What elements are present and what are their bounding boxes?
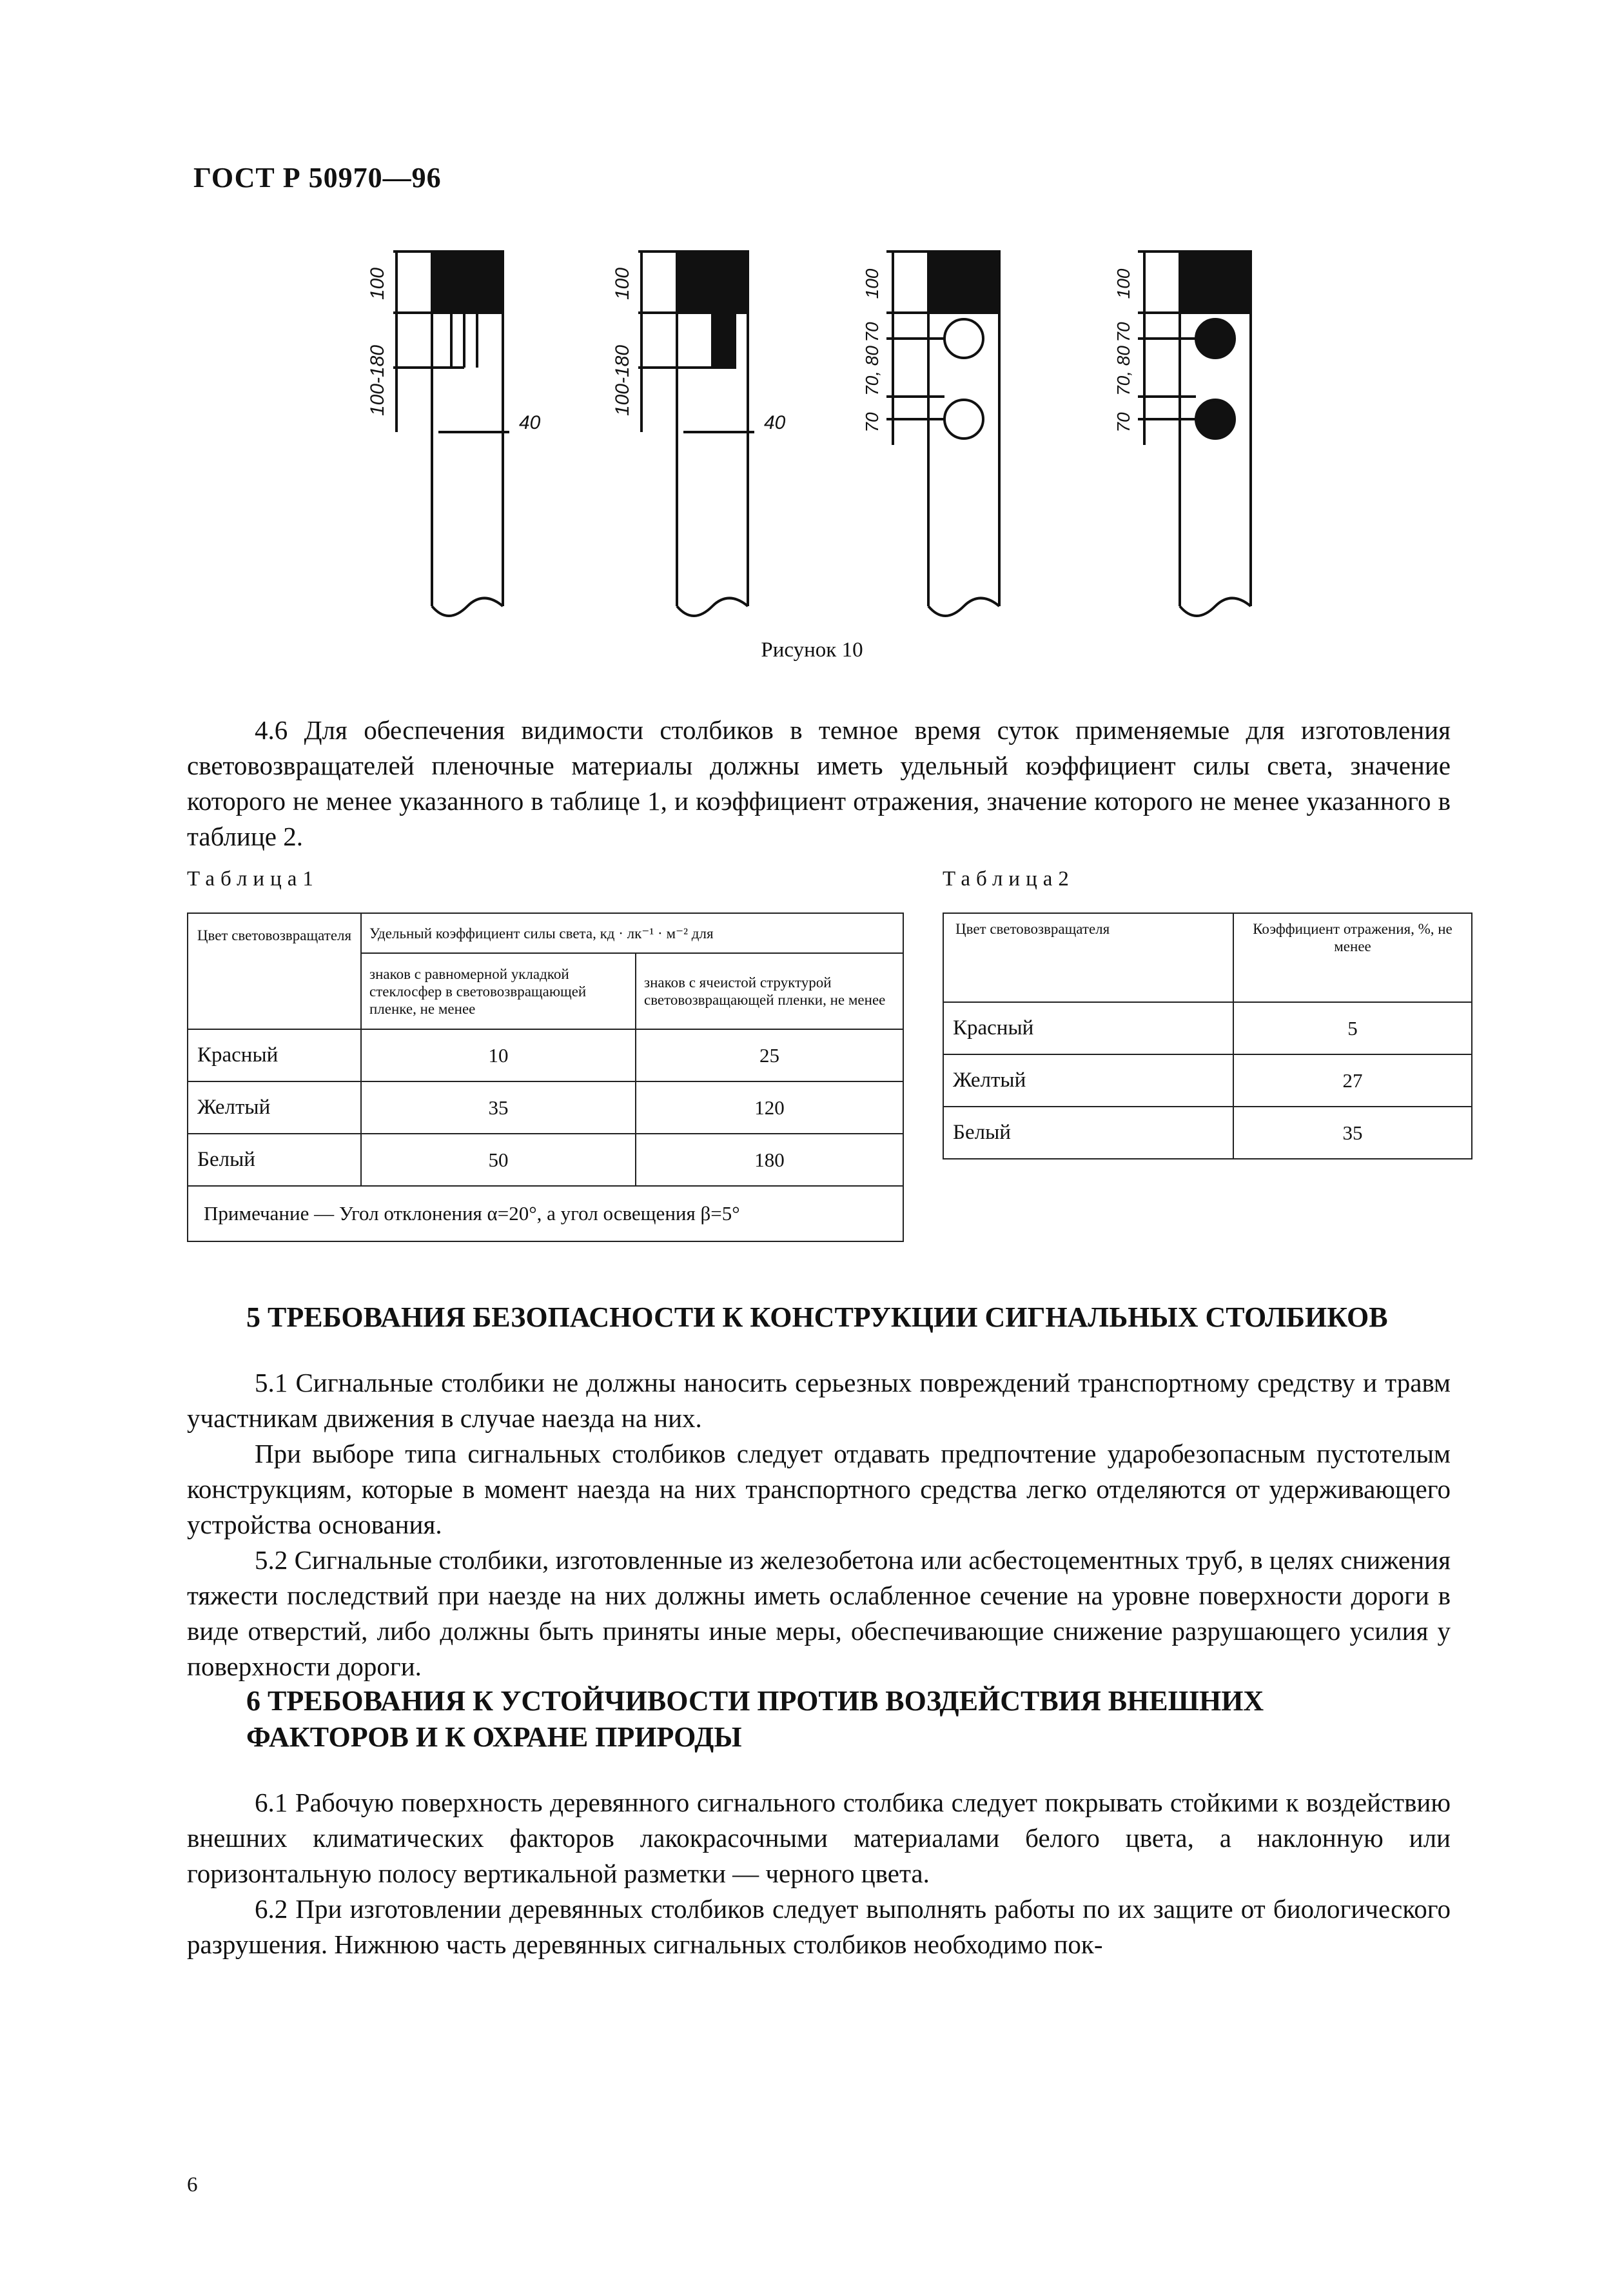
table-2 (943, 913, 1472, 1159)
paragraph: 4.6 Для обеспечения видимости столбиков в темное время суток применяемые для изготовления световозвращателей пленочные материалы должны иметь удельный коэффициент силы света, значение которого не менее указанного в таблице 1, и коэффициент отражения, значение которого не менее указанного в таблице 2. (187, 715, 1451, 851)
table-row: Желтый 35 120 (188, 1081, 903, 1134)
paragraph: 6.2 При изготовлении деревянных столбиков следует выполнять работы по их защите от биологического разрушения. Нижнюю часть деревянных сигнальных столбиков необходимо пок- (187, 1894, 1451, 1959)
table1-sub1: знаков с равномерной укладкой стеклосфер в световозвращающей пленке, не менее (361, 953, 636, 1029)
section-5-body (187, 1365, 1451, 1684)
svg-text:70: 70 (1113, 412, 1133, 433)
table2-col-coef: Коэффициент отражения, %, не менее (1233, 913, 1472, 1002)
dim-100-180: 100-180 (367, 344, 388, 417)
svg-text:70: 70 (862, 412, 882, 433)
post-4 (1113, 252, 1251, 616)
paragraph: 5.2 Сигнальные столбики, изготовленные из железобетона или асбестоцементных труб, в целях снижения тяжести последствий при наезде на них должны иметь ослабленное сечение на уровне поверхности дороги в виде отверстий, либо должны быть приняты иные меры, обеспечивающие снижение разрушающего усилия у поверхности дороги. (187, 1545, 1451, 1681)
svg-text:70: 70 (1113, 322, 1133, 342)
section-5-title: 5 ТРЕБОВАНИЯ БЕЗОПАСНОСТИ К КОНСТРУКЦИИ СИГНАЛЬНЫХ СТОЛБИКОВ (246, 1301, 1388, 1333)
post-1 (367, 252, 541, 616)
section-6-body (187, 1785, 1451, 1962)
table1-sub2: знаков с ячеистой структурой световозвращающей пленки, не менее (636, 953, 903, 1029)
table-row: Желтый 27 (943, 1054, 1472, 1107)
svg-text:100: 100 (1113, 268, 1133, 299)
table-row: Красный 10 25 (188, 1029, 903, 1081)
figure-10-drawing (335, 239, 1341, 638)
post-3 (862, 252, 999, 616)
dim-100: 100 (367, 267, 388, 301)
section-6-title: 6 ТРЕБОВАНИЯ К УСТОЙЧИВОСТИ ПРОТИВ ВОЗДЕЙСТВИЯ ВНЕШНИХ ФАКТОРОВ И К ОХРАНЕ ПРИРОДЫ (246, 1685, 1264, 1753)
svg-text:100: 100 (862, 268, 882, 299)
figure-caption: Рисунок 10 (761, 638, 863, 662)
page-number: 6 (187, 2173, 198, 2196)
table-row: Белый 50 180 (188, 1134, 903, 1186)
svg-text:70, 80: 70, 80 (862, 346, 882, 396)
dim-40: 40 (519, 412, 541, 433)
table2-label: Таблица2 (943, 867, 1075, 891)
table1-label: Таблица1 (187, 867, 319, 891)
document-header: ГОСТ Р 50970—96 (193, 162, 442, 193)
table-1 (187, 913, 904, 1242)
post-2 (612, 252, 786, 616)
paragraph: 5.1 Сигнальные столбики не должны наносить серьезных повреждений транспортному средству и травм участникам движения в случае наезда на них. (187, 1368, 1451, 1433)
table-row: Красный 5 (943, 1002, 1472, 1054)
dim-100-180: 100-180 (612, 344, 633, 417)
paragraph: При выборе типа сигнальных столбиков следует отдавать предпочтение ударобезопасным пустотелым конструкциям, которые в момент наезда на них транспортного средства легко отделяются от удерживающего устройства основания. (187, 1439, 1451, 1539)
table1-col-color: Цвет световозвращателя (188, 913, 361, 1029)
dim-40: 40 (764, 412, 786, 433)
table1-note: Примечание — Угол отклонения α=20°, а угол освещения β=5° (188, 1186, 903, 1241)
svg-text:70: 70 (862, 322, 882, 342)
section-4-6 (187, 713, 1451, 854)
table1-col-group: Удельный коэффициент силы света, кд · лк⁻¹ · м⁻² для (361, 913, 903, 953)
paragraph: 6.1 Рабочую поверхность деревянного сигнального столбика следует покрывать стойкими к воздействию внешних климатических факторов лакокрасочными материалами белого цвета, а наклонную или горизонтальную полосу вертикальной разметки — черного цвета. (187, 1788, 1451, 1888)
table-row: Белый 35 (943, 1107, 1472, 1159)
table2-col-color: Цвет световозвращателя (943, 913, 1233, 1002)
dim-100: 100 (612, 267, 633, 301)
svg-text:70, 80: 70, 80 (1113, 346, 1133, 396)
